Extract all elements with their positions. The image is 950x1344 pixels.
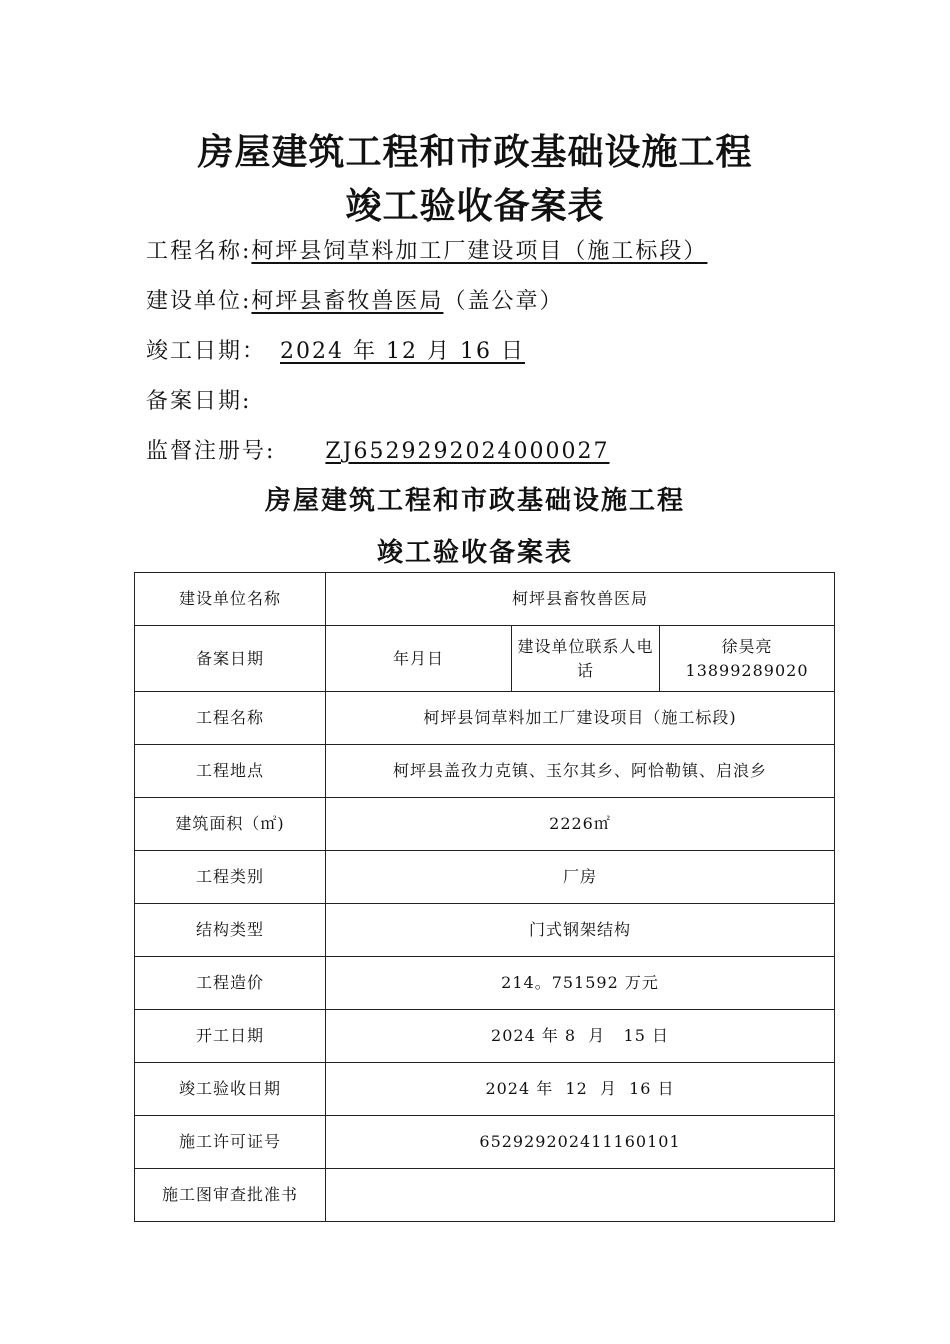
field-label: 工程名称:	[146, 239, 252, 264]
field-suffix: （盖公章）	[443, 289, 564, 314]
value-unit-name: 柯坪县畜牧兽医局	[326, 573, 835, 626]
table-row	[135, 573, 835, 626]
table-row	[135, 957, 835, 1010]
label-location: 工程地点	[135, 745, 326, 798]
field-value: 柯坪县饲草料加工厂建设项目（施工标段）	[251, 239, 708, 264]
field-value: 2024 年 12 月 16 日	[280, 339, 525, 364]
value-start-date: 2024 年 8 月 15 日	[326, 1010, 835, 1063]
value-structure: 门式钢架结构	[326, 904, 835, 957]
contact-name: 徐昊亮	[721, 636, 773, 656]
label-structure: 结构类型	[135, 904, 326, 957]
label-contact-phone: 建设单位联系人电话	[512, 626, 660, 692]
value-drawing-review	[326, 1169, 835, 1222]
field-value: 柯坪县畜牧兽医局	[251, 289, 444, 314]
filing-form-table	[134, 572, 835, 1222]
cover-title-line1: 房屋建筑工程和市政基础设施工程	[197, 131, 753, 173]
label-category: 工程类别	[135, 851, 326, 904]
value-location: 柯坪县盖孜力克镇、玉尔其乡、阿恰勒镇、启浪乡	[326, 745, 835, 798]
table-row	[135, 1010, 835, 1063]
label-unit-name: 建设单位名称	[135, 573, 326, 626]
table-row	[135, 626, 835, 692]
field-label: 监督注册号:	[146, 439, 276, 464]
table-row	[135, 1116, 835, 1169]
field-label: 备案日期:	[146, 389, 252, 414]
value-cost: 214。751592 万元	[326, 957, 835, 1010]
cover-field-project-name	[146, 234, 707, 265]
table-row	[135, 851, 835, 904]
table-row	[135, 904, 835, 957]
table-row	[135, 692, 835, 745]
contact-phone: 13899289020	[685, 660, 809, 680]
cover-title-line2: 竣工验收备案表	[345, 185, 605, 227]
label-permit: 施工许可证号	[135, 1116, 326, 1169]
table-row	[135, 798, 835, 851]
form-title-line2: 竣工验收备案表	[376, 538, 573, 568]
value-completion-date: 2024 年 12 月 16 日	[326, 1063, 835, 1116]
table-row	[135, 1063, 835, 1116]
cover-field-supervision-number	[146, 434, 609, 465]
cover-field-completion-date	[146, 334, 525, 365]
label-cost: 工程造价	[135, 957, 326, 1010]
value-permit: 652929202411160101	[326, 1116, 835, 1169]
field-value-text: ZJ6529292024000027	[325, 439, 610, 464]
value-contact	[660, 626, 835, 692]
label-filing-date: 备案日期	[135, 626, 326, 692]
label-area: 建筑面积（㎡)	[135, 798, 326, 851]
cover-field-construction-unit	[146, 284, 563, 315]
label-completion-date: 竣工验收日期	[135, 1063, 326, 1116]
field-value	[275, 439, 609, 464]
value-project-name: 柯坪县饲草料加工厂建设项目（施工标段)	[326, 692, 835, 745]
label-start-date: 开工日期	[135, 1010, 326, 1063]
field-label: 竣工日期：	[146, 339, 267, 364]
table-row	[135, 1169, 835, 1222]
value-filing-date: 年月日	[326, 626, 512, 692]
field-label: 建设单位:	[146, 289, 252, 314]
value-category: 厂房	[326, 851, 835, 904]
cover-field-filing-date	[146, 384, 251, 415]
label-project-name: 工程名称	[135, 692, 326, 745]
table-row	[135, 745, 835, 798]
value-area: 2226㎡	[326, 798, 835, 851]
label-drawing-review: 施工图审查批准书	[135, 1169, 326, 1222]
form-title-line1: 房屋建筑工程和市政基础设施工程	[264, 486, 685, 516]
